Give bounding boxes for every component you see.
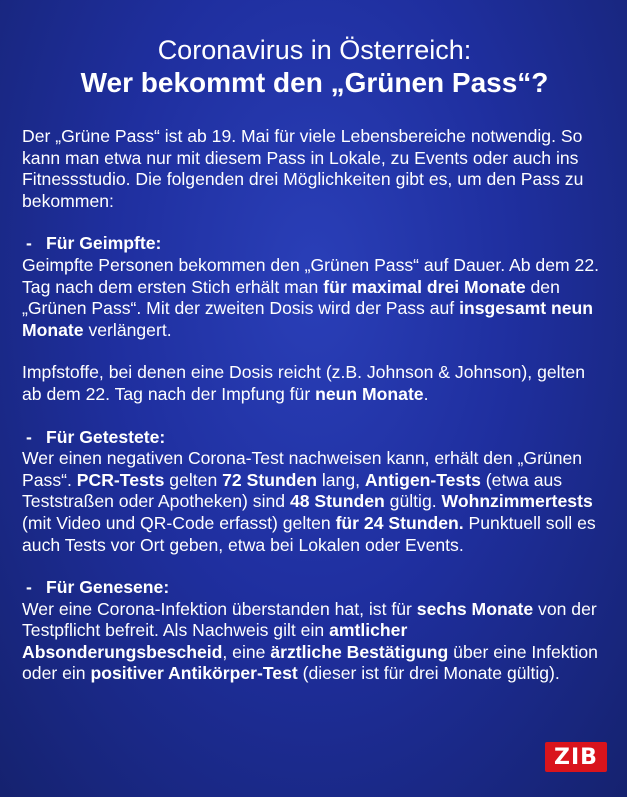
text-segment: Punktuell soll es auch Tests vor Ort geben, etwa bei Lokalen oder Events. [22, 512, 596, 555]
heading-text: Für Geimpfte: [46, 233, 162, 254]
text-segment: Impfstoffe, bei denen eine Dosis reicht (z.B. Johnson & Johnson), gelten ab dem 22. Tag nach der Impfung für [22, 362, 585, 404]
vaccinated-paragraph-1 [22, 255, 607, 341]
text-segment: Geimpfte Personen bekommen den „Grünen Pass“ auf Dauer. Ab dem 22. Tag nach dem ersten Stich erhält man [22, 254, 600, 297]
text-segment: lang, [316, 469, 365, 490]
text-segment: gültig. [384, 491, 442, 512]
recovered-paragraph [22, 599, 607, 685]
bold-segment: amtlicher Absonderungsbescheid [22, 620, 408, 662]
heading-text: Für Getestete: [46, 426, 166, 447]
text-segment: Wer einen negativen Corona-Test nachweisen kann, erhält den „Grünen Pass“. [22, 448, 583, 490]
zib-logo [545, 742, 607, 772]
text-segment: den „Grünen Pass“. Mit der zweiten Dosis wird der Pass auf [22, 276, 560, 319]
bold-segment: ärztliche Bestätigung [270, 641, 449, 662]
bold-segment: insgesamt neun Monate [22, 298, 594, 340]
bold-segment: Wohnzimmertests [441, 491, 593, 512]
heading-text: Für Genesene: [46, 577, 170, 598]
text-segment: über eine Infektion oder ein [22, 641, 598, 684]
dash-bullet: - [26, 233, 32, 254]
text-segment: (mit Video und QR-Code erfasst) gelten [22, 512, 336, 533]
title-line-2: Wer bekommt den „Grünen Pass“? [80, 67, 549, 98]
section-heading-recovered [22, 577, 607, 599]
text-segment: gelten [164, 469, 223, 490]
text-segment: (etwa aus Teststraßen oder Apotheken) sind [22, 469, 563, 512]
dash-bullet: - [26, 577, 32, 598]
bold-segment: für 24 Stunden. [335, 512, 464, 533]
logo-text: ZIB [554, 744, 598, 770]
section-heading-vaccinated [22, 233, 607, 255]
bold-segment: Antigen-Tests [364, 469, 481, 490]
bold-segment: für maximal drei Monate [323, 276, 526, 297]
intro-paragraph: Der „Grüne Pass“ ist ab 19. Mai für viele Lebensbereiche notwendig. So kann man etwa nur mit diesem Pass in Lokale, zu Events oder auch ins Fitnessstudio. Die folgenden drei Möglichkeiten gibt es, um den Pass zu bekommen: [22, 126, 584, 211]
text-segment: Wer eine Corona-Infektion überstanden hat, ist für [22, 598, 417, 619]
text-segment: , eine [222, 641, 271, 662]
bold-segment: 48 Stunden [289, 491, 385, 512]
bold-segment: sechs Monate [416, 598, 534, 619]
text-segment: verlängert. [83, 319, 172, 340]
tested-paragraph [22, 448, 607, 556]
bold-segment: positiver Antikörper-Test [90, 663, 298, 684]
bold-segment: 72 Stunden [222, 469, 317, 490]
content [22, 126, 607, 685]
bold-segment: PCR-Tests [76, 469, 165, 490]
bold-segment: neun Monate [315, 383, 424, 404]
text-segment: (dieser ist für drei Monate gültig). [297, 663, 560, 684]
section-heading-tested [22, 427, 607, 449]
info-card [22, 34, 607, 685]
text-segment: . [423, 383, 429, 404]
text-segment: von der Testpflicht befreit. Als Nachweis gilt ein [22, 598, 597, 641]
vaccinated-paragraph-2 [22, 362, 607, 405]
title-line-1: Coronavirus in Österreich: [157, 35, 472, 65]
dash-bullet: - [26, 426, 32, 447]
